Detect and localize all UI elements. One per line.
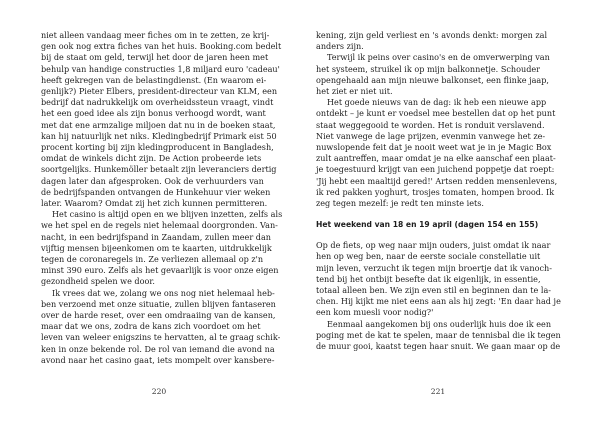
text-line: minst 390 euro. Zelfs als het gevaarlijk is voor onze eigen [41,265,279,276]
text-line: met dat ene armzalige miljoen dat nu in de boeken staat, [41,119,276,130]
text-line: we het spel en de regels niet helemaal doorgronden. Van- [41,220,278,231]
text-line: Het casino is altijd open en we blijven inzetten, zelfs als [52,209,283,220]
text-line: maar dat we ons, zodra de kans zich voordoet om het [41,321,261,332]
text-line: Het goede nieuws van de dag: ik heb een nieuwe app [327,97,547,108]
text-line: nuwslopende feit dat je nooit weet wat je in je Magic Box [316,142,552,153]
text-line: soortgelijks. Hunkemöller betaalt zijn leveranciers dertig [41,164,277,175]
text-line: een kom muesli voor nodig?' [316,307,434,318]
text-line: vijftig mensen bijeenkomen om te kaarten, uitdrukkelijk [41,242,272,253]
section-heading: Het weekend van 18 en 19 april (dagen 154 en 155) [316,220,539,230]
text-line: niet alleen vandaag meer fiches om in te zetten, ze krij- [41,30,270,40]
text-line: het systeem, struikel ik op mijn balkonnetje. Schouder [316,63,541,74]
text-line: gezondheid spelen we door. [41,276,155,287]
text-line: opengehaald aan mijn nieuwe balkonset, een flinke jaap, [316,74,549,85]
text-line: nacht, in een bedrijfspand in Zaandam, zullen meer dan [41,231,271,242]
page-number-left: 220 [151,387,167,396]
text-line: ontdekt – je kunt er voedsel mee bestellen dat op het punt [316,108,556,119]
text-line: Ik vrees dat we, zolang we ons nog niet helemaal heb- [52,287,275,298]
left-page-body [41,30,283,366]
text-line: staat weggegooid te worden. Het is ronduit verslavend. [316,119,545,130]
text-line: kening, zijn geld verliest en 's avonds denkt: morgen zal [316,30,548,40]
text-line: genlijk?) Pieter Elbers, president-directeur van KLM, een [41,86,278,97]
text-line: ik red pakken yoghurt, trosjes tomaten, hompen brood. Ik [316,186,555,197]
text-line: Eenmaal aangekomen bij ons ouderlijk huis doe ik een [327,318,552,329]
text-line: bij de staat om geld, terwijl het door de jaren heen met [41,52,269,63]
left-page [41,30,283,400]
text-line: chen. Hij kijkt me niet eens aan als hij zegt: 'En daar had je [316,296,561,307]
right-page [316,30,560,400]
right-page-body-top [316,30,560,209]
text-line: Niet vanwege de lage prijzen, evenmin vanwege het ze- [316,130,546,141]
text-line: poging met de kat te spelen, maar de tennisbal die ik tegen [316,329,561,340]
text-line: totaal alleen ben. We zijn even stil en beginnen dan te la- [316,285,552,296]
text-line: 'Jij hebt een maaltijd gered!' Artsen redden mensenlevens, [316,175,558,186]
text-line: over de harde reset, over een omdraaiing van de kansen, [41,310,276,321]
text-line: zeg tegen mezelf: je redt ten minste iets. [316,198,484,209]
text-line: het ziet er niet uit. [316,86,393,97]
text-line: gen ook nog extra fiches van het huis. Booking.com bedelt [41,41,282,52]
text-line: avond naar het casino gaat, iets mompelt over kansbere- [41,354,275,365]
text-line: later. Waarom? Omdat zij het zich kunnen permitteren. [41,198,268,209]
text-line: leven van weleer enigszins te hervatten, al te graag schik- [41,332,281,343]
text-line: tend bij het ontbijt besefte dat ik eigenlijk, in essentie, [316,273,541,284]
text-line: tegen de coronaregels in. Ze verliezen allemaal op z'n [41,254,264,265]
text-line: behulp van handige constructies 1,8 miljard euro 'cadeau' [41,63,280,74]
text-line: kan hij natuurlijk net niks. Kledingbedrijf Primark eist 50 [41,130,277,141]
right-page-body-bottom [316,240,560,352]
text-line: ken in onze bekende rol. De rol van iemand die avond na [41,343,275,354]
text-line: mijn leven, verzucht ik tegen mijn broertje dat ik vanoch- [316,262,552,273]
text-line: Op de fiets, op weg naar mijn ouders, juist omdat ik naar [316,240,551,251]
text-line: ben verzoend met onze situatie, zullen blijven fantaseren [41,298,276,309]
text-line: heeft gekregen van de belastingdienst. (En waarom ei- [41,74,267,85]
text-line: Terwijl ik peins over casino's en de omverwerping van [327,52,550,63]
text-line: bedrijf dat nadrukkelijk om overheidssteun vraagt, vindt [41,97,274,108]
text-line: omdat de winkels dicht zijn. De Action probeerde iets [41,153,262,164]
text-line: procent korting bij zijn kledingproducent in Bangladesh, [41,142,274,153]
text-line: het een goed idee als zijn bonus verhoogd wordt, want [41,108,266,119]
text-line: de muur gooi, kaatst tegen haar snuit. We gaan maar op de [316,341,561,352]
text-line: hen op weg ben, naar de eerste sociale constellatie uit [316,251,541,262]
text-line: dagen later dan afgesproken. Ook de verhuurders van [41,175,264,186]
text-line: zult aantreffen, maar omdat je na elke aanschaf een plaat- [316,153,556,164]
text-line: je toegestuurd krijgt van een juichend poppetje dat roept: [316,164,555,175]
text-line: de bedrijfspanden ontvangen de Hunkehuur vier weken [41,186,271,197]
page-number-right: 221 [430,387,446,396]
text-line: anders zijn. [316,41,364,52]
